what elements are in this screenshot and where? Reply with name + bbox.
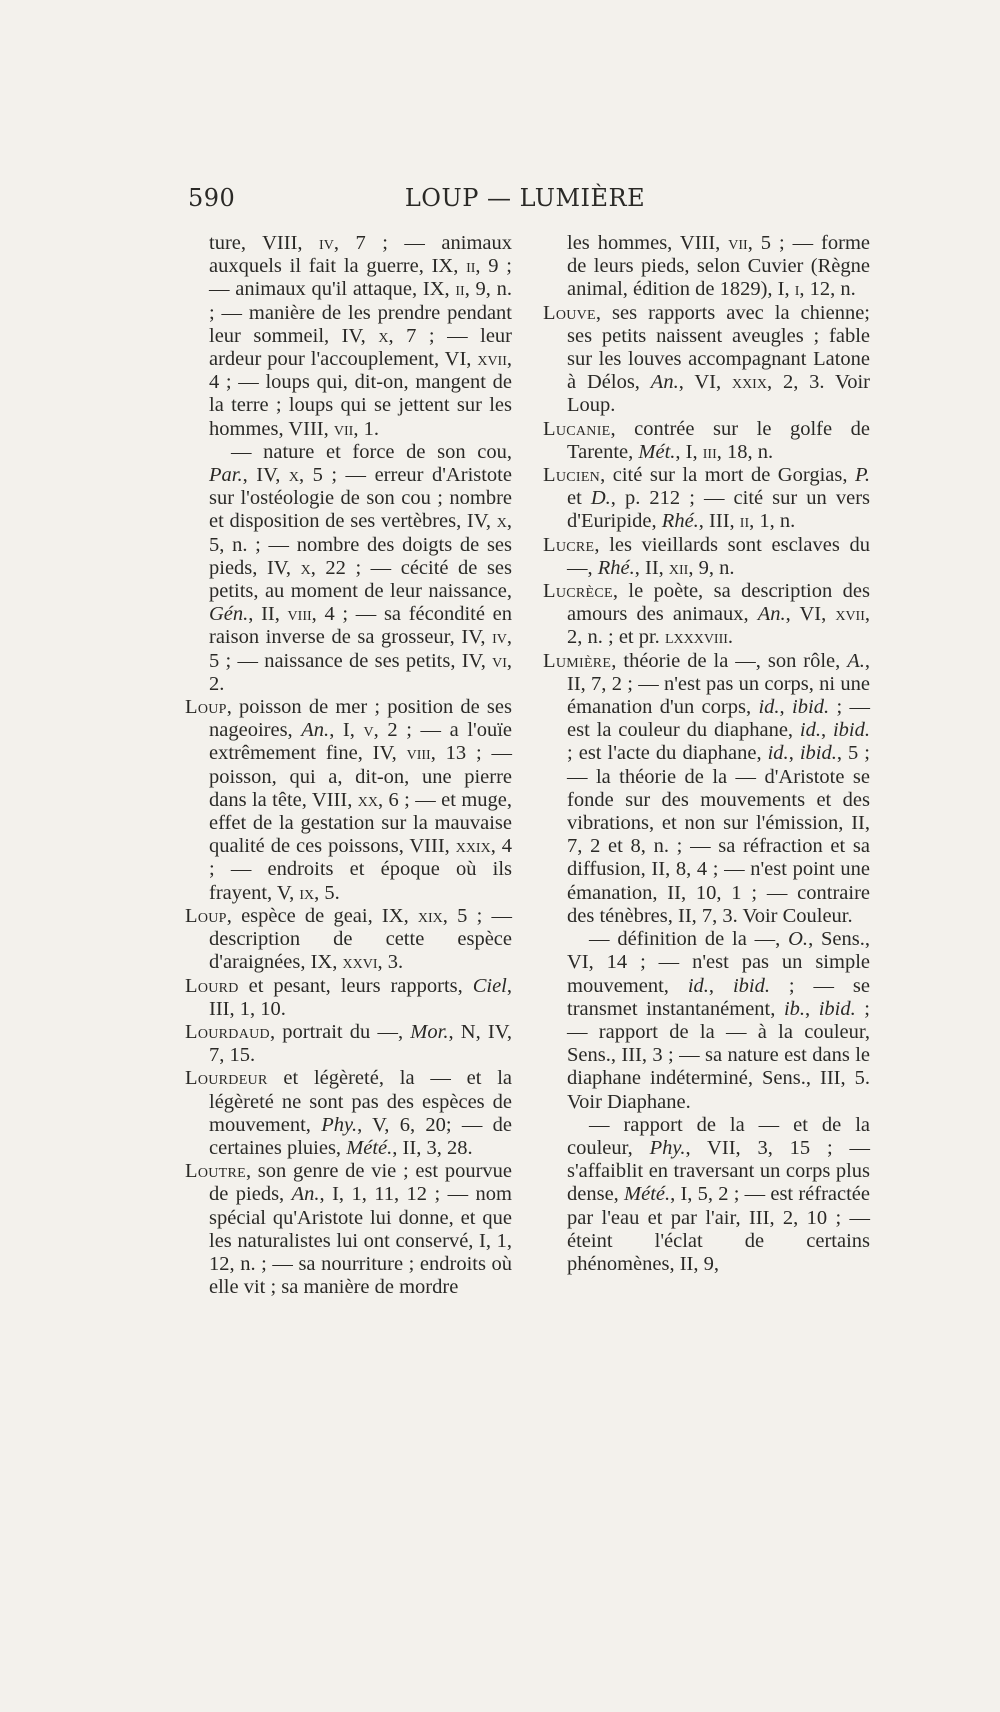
work-abbreviation: Phy. (649, 1136, 686, 1159)
work-abbreviation: ib. (783, 997, 806, 1020)
entry-text: , théorie de la —, son rôle, (611, 649, 848, 672)
entry-text: , 5, n. ; — nombre des doigts de ses pieds, IV, (209, 510, 512, 579)
index-entry (543, 301, 870, 418)
entry-text: ; est l'acte du diaphane, (567, 742, 768, 765)
entry-text: , 4 ; — loups qui, dit-on, mangent de la terre ; loups qui se jettent sur les hommes, VIII, (209, 348, 512, 440)
entry-text: , 2, n. ; et pr. (567, 603, 870, 649)
entry-text: ; — se transmet instantanément, (567, 974, 870, 1020)
entry-headword: Lourdaud (185, 1020, 270, 1043)
chapter-numeral: v (363, 719, 374, 742)
chapter-numeral: ii (466, 255, 476, 278)
entry-text: , cité sur la mort de Gorgias, (600, 464, 855, 487)
entry-text: , V, 6, 20; — de certaines pluies, (209, 1113, 512, 1159)
entry-headword: Lucanie (543, 417, 611, 440)
entry-text: , 6 ; — et muge, effet de la gestation sur la mauvaise qualité de ces poissons, VIII, (209, 788, 512, 858)
entry-text: , II, (634, 556, 669, 579)
chapter-numeral: viii (406, 742, 431, 765)
entry-text: , 3. (377, 951, 404, 974)
chapter-numeral: ii (455, 278, 465, 301)
chapter-numeral: vii (728, 232, 748, 254)
index-entry (543, 417, 870, 464)
chapter-numeral: x (300, 556, 311, 579)
chapter-numeral: viii (287, 603, 312, 626)
chapter-numeral: ix (299, 881, 315, 904)
entry-headword: Lucrèce (543, 580, 613, 603)
work-abbreviation: ibid. (818, 997, 856, 1020)
entry-text: , ses rapports avec la chienne; ses petits naissent aveugles ; fable sur les louves accompagnant Latone à Délos, (567, 301, 870, 394)
entry-text: — rapport de la — et de la couleur, (567, 1113, 870, 1159)
entry-text: , 5. (314, 881, 340, 904)
entry-text: , 5 ; — erreur d'Aristote sur l'ostéologie de son cou ; nombre et disposition de ses vertèbres, IV, (209, 464, 512, 533)
index-entry (185, 1160, 512, 1299)
index-entry (185, 974, 512, 1021)
entry-text: , 2, 3. Voir Loup. (567, 371, 870, 417)
chapter-numeral: i (794, 278, 800, 301)
entry-text: , VI, (785, 603, 836, 626)
entry-text: , 13 ; — poisson, qui a, dit-on, une pierre dans la tête, VIII, (209, 742, 512, 811)
entry-text: , II, 7, 2 ; — n'est pas un corps, ni une émanation d'un corps, (567, 649, 870, 719)
entry-text: , 4 ; — sa fécondité en raison inverse de sa grosseur, IV, (209, 603, 512, 649)
entry-text: et pesant, leurs rapports, (238, 974, 473, 997)
entry-text: , 2 ; — a l'ouïe extrêmement fine, IV, (209, 719, 512, 765)
index-entry (209, 441, 512, 696)
work-abbreviation: Gén. (209, 603, 249, 626)
entry-text: — définition de la —, (589, 928, 789, 951)
entry-text: , 1. (353, 417, 379, 440)
entry-text: , son genre de vie ; est pourvue de pieds, (209, 1160, 512, 1206)
index-entry (543, 533, 870, 580)
entry-text: et (567, 487, 591, 510)
work-abbreviation: ibid. (832, 719, 871, 742)
entry-text: , (779, 696, 793, 719)
chapter-numeral: x (378, 324, 389, 347)
entry-text: , p. 212 ; — cité sur un vers d'Euripide, (567, 487, 870, 533)
entry-text: , III, (698, 510, 740, 533)
entry-text: , II, 3, 28. (392, 1136, 473, 1159)
entry-text: , (788, 742, 800, 765)
index-entry (567, 928, 870, 1114)
entry-text: , (805, 997, 819, 1020)
entry-text: . (727, 626, 734, 649)
chapter-numeral: x (496, 510, 507, 533)
entry-text: les hommes, VIII, (567, 232, 729, 254)
entry-text: , 5 ; — la théorie de la — d'Aristote se fonde sur des mouvements et des vibrations, et non sur l'émission, II, 7, 2 et 8, n. ; — sa réfraction et sa diffusion, II, 8, 4 ; — n'est point une émanation, II, 10, 1 ; — contraire des ténèbres, II, 7, 3. Voir Couleur. (567, 742, 871, 927)
entry-text: , Sens., VI, 14 ; — n'est pas un simple mouvement, (567, 928, 870, 997)
work-abbreviation: A. (847, 649, 865, 672)
entry-text: , I, 5, 2 ; — est réfractée par l'eau et par l'air, III, 2, 10 ; — éteint l'éclat de certains phénomènes, II, 9, (567, 1183, 870, 1275)
entry-headword: Loutre (185, 1160, 246, 1183)
entry-headword: Lourdeur (185, 1067, 268, 1090)
work-abbreviation: Mor. (410, 1020, 449, 1043)
entry-text: ; — est la couleur du diaphane, (567, 696, 871, 742)
work-abbreviation: Rhé. (661, 510, 699, 533)
work-abbreviation: D. (590, 487, 611, 510)
entry-text: , 9, n. (688, 556, 735, 579)
entry-text: et légèreté, la — et la légèreté ne sont pas des espèces de mouvement, (209, 1067, 512, 1136)
entry-text: , (821, 719, 833, 742)
chapter-numeral: iii (702, 440, 717, 463)
entry-headword: Loup (185, 696, 227, 719)
entry-text: , les vieillards sont esclaves du —, (567, 533, 870, 579)
index-entry (543, 580, 870, 650)
work-abbreviation: Phy. (321, 1113, 358, 1136)
entry-text: , 7 ; — leur ardeur pour l'accouplement, VI, (209, 324, 512, 371)
work-abbreviation: P. (854, 464, 870, 487)
entry-headword: Lucre (543, 533, 595, 556)
work-abbreviation: An. (650, 371, 679, 394)
chapter-numeral: iv (492, 626, 507, 649)
chapter-numeral: xvii (835, 603, 865, 626)
entry-text: , le poète, sa description des amours des animaux, (567, 580, 870, 626)
work-abbreviation: An. (291, 1183, 320, 1206)
chapter-numeral: xix (417, 904, 443, 927)
entry-text: , 22 ; — cécité de ses petits, au moment de leur naissance, (209, 556, 513, 603)
index-column-left (185, 232, 512, 1299)
index-entry (209, 232, 512, 441)
running-head: LOUP — LUMIÈRE (404, 184, 646, 212)
entry-text: , 9 ; — animaux qu'il attaque, IX, (209, 255, 512, 301)
work-abbreviation: Par. (209, 464, 243, 487)
index-entry (543, 464, 870, 534)
entry-text: , I, (329, 719, 364, 742)
entry-text: , 4 ; — endroits et époque où ils frayent, V, (209, 835, 512, 904)
entry-text: , poisson de mer ; position de ses nageoires, (209, 696, 512, 742)
entry-text: ture, VIII, (209, 232, 320, 254)
entry-text: , III, 1, 10. (209, 974, 512, 1020)
entry-text: , 5 ; — forme de leurs pieds, selon Cuvier (Règne animal, édition de 1829), I, (567, 232, 870, 301)
chapter-numeral: vii (333, 417, 354, 440)
entry-text: , 7 ; — animaux auxquels il fait la guerre, IX, (209, 232, 512, 278)
work-abbreviation: ibid. (799, 742, 837, 765)
work-abbreviation: Ciel (472, 974, 507, 997)
work-abbreviation: id. (758, 696, 780, 719)
work-abbreviation: Mété. (346, 1136, 393, 1159)
entry-text: , portrait du —, (269, 1020, 411, 1043)
chapter-numeral: xii (668, 556, 689, 579)
chapter-numeral: xvii (477, 348, 507, 371)
index-entry (567, 232, 870, 302)
entry-text: , (708, 974, 733, 997)
index-entry (185, 696, 512, 905)
entry-text: , 12, n. (799, 278, 856, 301)
chapter-numeral: iv (319, 232, 334, 254)
work-abbreviation: An. (757, 603, 786, 626)
chapter-numeral: xxix (455, 835, 491, 858)
entry-text: , N, IV, 7, 15. (209, 1020, 512, 1067)
entry-headword: Louve (543, 301, 596, 324)
chapter-numeral: xx (357, 788, 378, 811)
entry-text: , 5 ; — description de cette espèce d'araignées, IX, (209, 904, 512, 974)
chapter-numeral: xxix (731, 371, 767, 394)
entry-text: , I, 1, 11, 12 ; — nom spécial qu'Aristote lui donne, et que les naturalistes lui ont conservé, I, 1, 12, n. ; — sa nourriture ; endroits où elle vit ; sa manière de mordre (209, 1183, 512, 1299)
entry-text: , contrée sur le golfe de Tarente, (567, 417, 870, 463)
entry-text: , espèce de geai, IX, (226, 904, 418, 927)
entry-text: , 9, n. ; — manière de les prendre pendant leur sommeil, IV, (209, 278, 513, 347)
entry-text: — nature et force de son cou, (231, 440, 512, 463)
work-abbreviation: O. (788, 928, 809, 951)
work-abbreviation: id. (767, 742, 789, 765)
work-abbreviation: Mété. (624, 1183, 671, 1206)
chapter-numeral: lxxxviii (664, 626, 728, 649)
chapter-numeral: ii (739, 510, 750, 533)
chapter-numeral: vi (492, 649, 507, 672)
entry-text: ; — rapport de la — à la couleur, Sens., III, 3 ; — sa nature est dans le diaphane indéterminé, Sens., III, 5. Voir Diaphane. (567, 997, 870, 1113)
entry-text: , 2. (209, 649, 512, 695)
entry-headword: Lumière (543, 649, 612, 672)
work-abbreviation: id. (687, 974, 709, 997)
entry-text: , 1, n. (749, 510, 796, 533)
index-entry (543, 649, 871, 928)
index-entry (185, 904, 512, 975)
entry-headword: Lourd (185, 974, 239, 997)
work-abbreviation: ibid. (792, 696, 830, 719)
entry-text: , 18, n. (716, 440, 774, 463)
index-entry (567, 1114, 870, 1276)
chapter-numeral: x (288, 464, 299, 487)
page-number: 590 (188, 184, 236, 212)
entry-text: , II, (248, 603, 288, 626)
index-entry (185, 1020, 512, 1067)
entry-text: , VII, 3, 15 ; — s'affaiblit en traversant un corps plus dense, (567, 1136, 870, 1206)
entry-text: , I, (675, 440, 703, 463)
index-column-right (543, 232, 870, 1276)
work-abbreviation: Rhé. (597, 556, 635, 579)
entry-text: , 5 ; — naissance de ses petits, IV, (209, 626, 512, 672)
entry-headword: Loup (185, 904, 227, 927)
entry-text: , IV, (242, 464, 289, 487)
work-abbreviation: id. (799, 719, 821, 742)
work-abbreviation: An. (301, 719, 330, 742)
chapter-numeral: xxvi (342, 951, 378, 974)
work-abbreviation: Mét. (638, 440, 676, 463)
entry-text: , VI, (678, 371, 732, 394)
entry-headword: Lucien (543, 464, 601, 487)
work-abbreviation: ibid. (732, 974, 770, 997)
index-entry (185, 1067, 512, 1160)
